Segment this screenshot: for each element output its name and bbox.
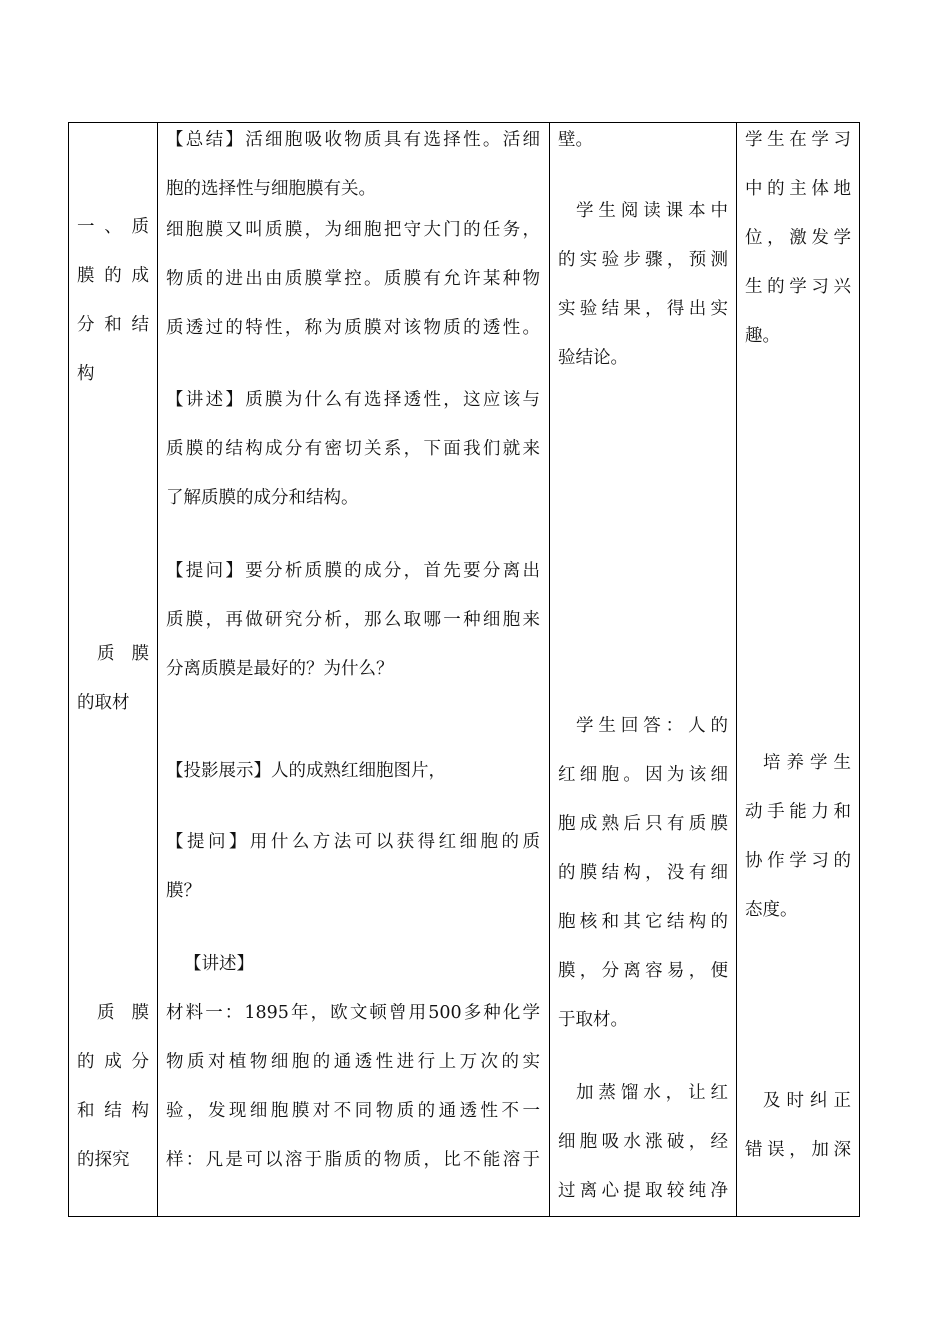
- text-line: 膜，分离容易，便: [558, 961, 728, 981]
- heading-line: 膜的成: [77, 266, 149, 286]
- student-reading: [558, 187, 728, 383]
- text-line: 红细胞。因为该细: [558, 765, 728, 785]
- text-line: 实验结果，得出实: [558, 299, 728, 319]
- text-line: 【投影展示】人的成熟红细胞图片，: [166, 761, 446, 781]
- heading-line: 一、质: [77, 217, 149, 237]
- projection-display: [166, 747, 540, 796]
- heading-line: 的探究: [77, 1150, 130, 1170]
- column-divider: [549, 123, 550, 1216]
- teacher-explanation: [166, 376, 540, 523]
- text-line: 协作学习的: [745, 851, 851, 871]
- text-line: 胞的选择性与细胞膜有关。: [166, 179, 376, 199]
- text-line: 分离质膜是最好的？为什么？: [166, 659, 394, 679]
- heading-line: 质膜: [97, 644, 149, 664]
- section-heading-membrane-sampling: [77, 630, 149, 728]
- text-line: 壁。: [558, 130, 593, 150]
- heading-line: 分和结: [77, 315, 149, 335]
- text-line: 物质的进出由质膜掌控。质膜有允许某种物: [166, 269, 540, 289]
- text-line: 的膜结构，没有细: [558, 863, 728, 883]
- text-line: 质膜的结构成分有密切关系，下面我们就来: [166, 439, 540, 459]
- text-line: 学生在学习: [745, 130, 851, 150]
- text-line: 质透过的特性，称为质膜对该物质的透性。: [166, 318, 540, 338]
- text-line: 了解质膜的成分和结构。: [166, 488, 359, 508]
- heading-line: 质膜: [97, 1003, 149, 1023]
- heading-line: 和结构: [77, 1101, 149, 1121]
- section-heading-membrane-research: [77, 989, 149, 1185]
- heading-line: 的成分: [77, 1052, 149, 1072]
- text-line: 生的学习兴: [745, 277, 851, 297]
- text-line: 中的主体地: [745, 179, 851, 199]
- student-activity-wall: [558, 116, 728, 165]
- text-line: 的实验步骤，预测: [558, 250, 728, 270]
- text-line: 物质对植物细胞的通透性进行上万次的实: [166, 1052, 540, 1072]
- design-intent-1: [745, 116, 851, 361]
- text-line: 【提问】用什么方法可以获得红细胞的质: [166, 832, 540, 852]
- text-line: 于取材。: [558, 1010, 628, 1030]
- text-line: 【讲述】质膜为什么有选择透性，这应该与: [166, 390, 540, 410]
- text-line: 质膜，再做研究分析，那么取哪一种细胞来: [166, 610, 540, 630]
- text-line: 趣。: [745, 326, 780, 346]
- text-line: 培养学生: [763, 753, 851, 773]
- text-line: 膜？: [166, 881, 201, 901]
- text-line: 错误，加深: [745, 1140, 851, 1160]
- text-line: 过离心提取较纯净: [558, 1181, 728, 1201]
- text-line: 【总结】活细胞吸收物质具有选择性。活细: [166, 130, 540, 150]
- text-line: 加蒸馏水，让红: [576, 1083, 728, 1103]
- membrane-definition: [166, 206, 540, 353]
- text-line: 学生回答：人的: [576, 716, 728, 736]
- material-one: [166, 989, 540, 1185]
- student-procedure: [558, 1069, 728, 1216]
- design-intent-2: [745, 739, 851, 935]
- teacher-question-1: [166, 547, 540, 694]
- text-line: 验，发现细胞膜对不同物质的通透性不一: [166, 1101, 540, 1121]
- student-answer: [558, 702, 728, 1045]
- text-line: 【讲述】: [184, 954, 254, 974]
- text-line: 细胞膜又叫质膜，为细胞把守大门的任务，: [166, 220, 540, 240]
- lesson-plan-table: [68, 122, 860, 1217]
- text-line: 【提问】要分析质膜的成分，首先要分离出: [166, 561, 540, 581]
- text-line: 样：凡是可以溶于脂质的物质，比不能溶于: [166, 1150, 540, 1170]
- heading-line: 的取材: [77, 693, 130, 713]
- text-line: 态度。: [745, 900, 798, 920]
- teacher-question-2: [166, 818, 540, 916]
- text-line: 细胞吸水涨破，经: [558, 1132, 728, 1152]
- heading-line: 构: [77, 364, 95, 384]
- text-line: 学生阅读课本中: [576, 201, 728, 221]
- teacher-summary: [166, 116, 540, 214]
- column-divider: [157, 123, 158, 1216]
- section-heading-membrane-composition: [77, 203, 149, 399]
- teacher-lecture-label: [166, 940, 558, 989]
- text-line: 动手能力和: [745, 802, 851, 822]
- text-line: 及时纠正: [763, 1091, 851, 1111]
- column-divider: [736, 123, 737, 1216]
- text-line: 验结论。: [558, 348, 628, 368]
- text-line: 材料一：1895年，欧文顿曾用500多种化学: [166, 1003, 540, 1023]
- design-intent-3: [745, 1077, 851, 1175]
- text-line: 胞核和其它结构的: [558, 912, 728, 932]
- text-line: 胞成熟后只有质膜: [558, 814, 728, 834]
- text-line: 位，激发学: [745, 228, 851, 248]
